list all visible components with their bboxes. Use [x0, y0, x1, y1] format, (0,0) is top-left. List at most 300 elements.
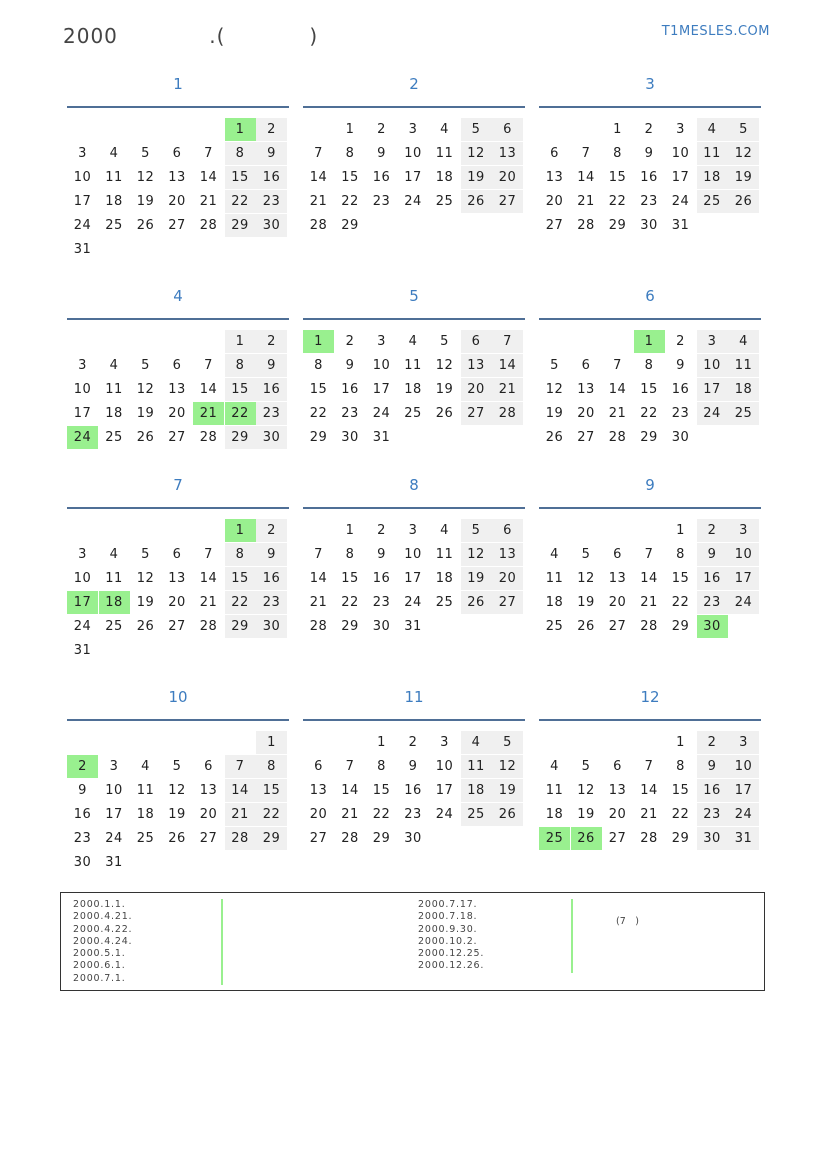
day-cell: 29	[671, 619, 690, 634]
day-cell: 25	[697, 190, 728, 213]
day-cell: 11	[697, 142, 728, 165]
day-cell: 28	[492, 402, 523, 425]
day-cell: 15	[309, 382, 328, 397]
day-cell: 12	[136, 170, 155, 185]
day-cell: 21	[640, 807, 658, 822]
day-cell: 9	[256, 142, 287, 165]
day-cell: 11	[461, 755, 492, 778]
day-cell: 13	[545, 170, 564, 185]
day-cell: 1	[225, 330, 256, 353]
day-cell: 16	[256, 567, 287, 590]
day-cell: 20	[461, 378, 492, 401]
day-cell: 4	[109, 547, 119, 562]
day-cell: 28	[640, 831, 658, 846]
day-cell: 12	[461, 543, 492, 566]
day-cell: 18	[105, 406, 123, 421]
day-cell: 24	[435, 807, 454, 822]
day-cell: 7	[613, 358, 622, 373]
day-cell: 19	[435, 382, 454, 397]
day-cell: 10	[73, 382, 92, 397]
day-cell: 22	[225, 591, 256, 614]
day-cell: 4	[109, 146, 119, 161]
day-cell: 15	[671, 571, 690, 586]
day-cell: 24	[73, 218, 92, 233]
day-cell: 15	[372, 783, 391, 798]
day-cell: 31	[404, 619, 422, 634]
day-cell: 2	[377, 523, 386, 538]
day-cell: 8	[613, 146, 622, 161]
month-title: 9	[645, 476, 655, 494]
day-cell: 3	[109, 759, 119, 774]
day-cell: 29	[225, 214, 256, 237]
day-cell: 12	[168, 783, 186, 798]
day-cell: 18	[461, 779, 492, 802]
day-cell: 20	[545, 194, 564, 209]
day-cell: 11	[545, 571, 564, 586]
day-cell: 12	[577, 783, 595, 798]
day-cell: 28	[341, 831, 359, 846]
day-cell: 8	[345, 146, 355, 161]
day-cell: 16	[256, 378, 287, 401]
holiday-cell: 26	[571, 827, 602, 850]
holiday-date: 2000.12.26.	[418, 960, 485, 972]
day-cell: 12	[545, 382, 564, 397]
month-title: 2	[409, 75, 419, 93]
day-cell: 1	[256, 731, 287, 754]
day-cell: 27	[492, 591, 523, 614]
day-cell: 19	[577, 807, 595, 822]
day-cell: 10	[404, 146, 422, 161]
day-cell: 9	[256, 543, 287, 566]
day-cell: 25	[404, 406, 422, 421]
day-cell: 11	[545, 783, 564, 798]
day-cell: 27	[492, 190, 523, 213]
month-header-rule	[67, 507, 289, 509]
day-cell: 16	[341, 382, 359, 397]
day-cell: 18	[404, 382, 422, 397]
day-cell: 10	[728, 755, 759, 778]
day-cell: 10	[435, 759, 454, 774]
day-cell: 8	[377, 759, 386, 774]
day-cell: 30	[256, 615, 287, 638]
day-cell: 17	[435, 783, 454, 798]
site-brand-link[interactable]: T1MESLES.COM	[661, 24, 770, 39]
day-cell: 10	[372, 358, 391, 373]
day-cell: 14	[492, 354, 523, 377]
day-cell: 26	[168, 831, 186, 846]
day-cell: 19	[728, 166, 759, 189]
day-cell: 21	[309, 194, 328, 209]
day-cell: 14	[309, 571, 328, 586]
day-cell: 15	[341, 170, 359, 185]
day-cell: 24	[372, 406, 391, 421]
day-cell: 6	[613, 547, 622, 562]
day-cell: 24	[105, 831, 123, 846]
day-cell: 25	[545, 619, 564, 634]
holiday-list-right	[418, 899, 484, 973]
day-cell: 14	[225, 779, 256, 802]
day-cell: 2	[377, 122, 386, 137]
holiday-list-left	[73, 899, 132, 985]
holiday-cell: 1	[225, 118, 256, 141]
day-cell: 28	[225, 827, 256, 850]
day-cell: 26	[728, 190, 759, 213]
day-cell: 27	[199, 831, 218, 846]
day-cell: 5	[492, 731, 523, 754]
day-cell: 30	[73, 855, 92, 870]
day-cell: 22	[225, 190, 256, 213]
day-cell: 29	[341, 218, 359, 233]
day-cell: 20	[199, 807, 218, 822]
day-cell: 4	[461, 731, 492, 754]
day-cell: 16	[697, 567, 728, 590]
month-title: 4	[173, 287, 183, 305]
day-cell: 6	[172, 146, 182, 161]
month-title: 3	[645, 75, 655, 93]
day-cell: 2	[697, 519, 728, 542]
day-cell: 13	[168, 170, 186, 185]
day-cell: 7	[644, 759, 654, 774]
day-cell: 7	[314, 146, 323, 161]
day-cell: 6	[204, 759, 213, 774]
day-cell: 14	[199, 170, 218, 185]
day-cell: 25	[105, 430, 123, 445]
day-cell: 18	[728, 378, 759, 401]
day-cell: 19	[577, 595, 595, 610]
day-cell: 16	[372, 571, 391, 586]
day-cell: 29	[640, 430, 658, 445]
holiday-date: 2000.6.1.	[73, 960, 126, 972]
day-cell: 5	[141, 146, 150, 161]
day-cell: 4	[141, 759, 150, 774]
day-cell: 2	[345, 334, 355, 349]
day-cell: 29	[608, 218, 627, 233]
day-cell: 20	[608, 595, 627, 610]
day-cell: 14	[309, 170, 328, 185]
day-cell: 11	[105, 571, 123, 586]
day-cell: 7	[345, 759, 355, 774]
day-cell: 17	[73, 194, 92, 209]
holiday-cell: 30	[697, 615, 728, 638]
day-cell: 11	[136, 783, 155, 798]
day-cell: 26	[492, 803, 523, 826]
day-cell: 28	[309, 218, 328, 233]
day-cell: 21	[577, 194, 595, 209]
day-cell: 1	[377, 735, 386, 750]
day-cell: 22	[640, 406, 658, 421]
month-header-rule	[67, 719, 289, 721]
day-cell: 5	[461, 519, 492, 542]
day-cell: 3	[78, 358, 87, 373]
day-cell: 5	[550, 358, 559, 373]
day-cell: 14	[640, 571, 658, 586]
day-cell: 19	[136, 595, 155, 610]
day-cell: 17	[372, 382, 391, 397]
day-cell: 2	[697, 731, 728, 754]
day-cell: 16	[671, 382, 690, 397]
day-cell: 3	[676, 122, 685, 137]
holiday-date: 2000.5.1.	[73, 948, 126, 960]
day-cell: 27	[168, 218, 186, 233]
holiday-legend	[60, 892, 765, 991]
day-cell: 10	[73, 571, 92, 586]
day-cell: 9	[377, 146, 386, 161]
day-cell: 3	[728, 731, 759, 754]
day-cell: 28	[309, 619, 328, 634]
day-cell: 30	[256, 426, 287, 449]
day-cell: 3	[697, 330, 728, 353]
day-cell: 22	[341, 595, 359, 610]
month-header-rule	[303, 318, 525, 320]
day-cell: 3	[728, 519, 759, 542]
day-cell: 6	[172, 358, 182, 373]
day-cell: 24	[404, 595, 422, 610]
day-cell: 15	[256, 779, 287, 802]
day-cell: 3	[440, 735, 449, 750]
day-cell: 7	[581, 146, 591, 161]
day-cell: 14	[199, 382, 218, 397]
holiday-cell: 1	[634, 330, 665, 353]
day-cell: 3	[408, 122, 418, 137]
day-cell: 25	[435, 595, 454, 610]
day-cell: 8	[345, 547, 355, 562]
day-cell: 4	[440, 122, 449, 137]
day-cell: 2	[256, 118, 287, 141]
month-header-rule	[303, 719, 525, 721]
day-cell: 19	[136, 194, 155, 209]
day-cell: 8	[314, 358, 323, 373]
day-cell: 29	[256, 827, 287, 850]
day-cell: 17	[404, 571, 422, 586]
day-cell: 11	[105, 382, 123, 397]
day-cell: 21	[199, 194, 218, 209]
day-cell: 13	[577, 382, 595, 397]
day-cell: 21	[608, 406, 627, 421]
day-cell: 9	[408, 759, 418, 774]
day-cell: 13	[492, 142, 523, 165]
day-cell: 23	[73, 831, 92, 846]
day-cell: 5	[728, 118, 759, 141]
day-cell: 16	[73, 807, 92, 822]
day-cell: 6	[581, 358, 591, 373]
holiday-cell: 2	[67, 755, 98, 778]
day-cell: 23	[341, 406, 359, 421]
day-cell: 30	[671, 430, 690, 445]
day-cell: 26	[435, 406, 454, 421]
day-cell: 26	[461, 190, 492, 213]
day-cell: 10	[404, 547, 422, 562]
day-cell: 13	[492, 543, 523, 566]
day-cell: 29	[671, 831, 690, 846]
month-header-rule	[539, 719, 761, 721]
day-cell: 7	[204, 146, 213, 161]
day-cell: 12	[492, 755, 523, 778]
day-cell: 10	[728, 543, 759, 566]
day-cell: 20	[492, 567, 523, 590]
day-cell: 2	[256, 519, 287, 542]
day-cell: 7	[492, 330, 523, 353]
day-cell: 5	[581, 547, 591, 562]
day-cell: 17	[728, 567, 759, 590]
holiday-date: 2000.7.17.	[418, 899, 478, 910]
holiday-date: 2000.4.22.	[73, 923, 133, 935]
month-header-rule	[539, 106, 761, 108]
month-title: 12	[640, 688, 660, 706]
day-cell: 13	[608, 571, 627, 586]
day-cell: 20	[577, 406, 595, 421]
day-cell: 29	[225, 426, 256, 449]
month-title: 6	[645, 287, 655, 305]
day-cell: 21	[341, 807, 359, 822]
month-title: 11	[404, 688, 424, 706]
day-cell: 18	[545, 807, 564, 822]
day-cell: 5	[141, 547, 150, 562]
day-cell: 12	[136, 382, 155, 397]
day-cell: 17	[697, 378, 728, 401]
day-cell: 18	[435, 571, 454, 586]
day-cell: 27	[608, 831, 627, 846]
day-cell: 8	[676, 547, 685, 562]
day-cell: 29	[225, 615, 256, 638]
day-cell: 30	[372, 619, 391, 634]
holiday-date: 2000.10.2.	[418, 935, 478, 947]
day-cell: 11	[435, 146, 454, 161]
holiday-cell: 1	[225, 519, 256, 542]
day-cell: 21	[199, 595, 218, 610]
day-cell: 2	[256, 330, 287, 353]
day-cell: 3	[408, 523, 418, 538]
day-cell: 19	[545, 406, 564, 421]
day-cell: 21	[492, 378, 523, 401]
day-cell: 11	[105, 170, 123, 185]
month-header-rule	[539, 507, 761, 509]
day-cell: 6	[172, 547, 182, 562]
day-cell: 10	[73, 170, 92, 185]
day-cell: 14	[640, 783, 658, 798]
day-cell: 21	[640, 595, 658, 610]
day-cell: 25	[105, 218, 123, 233]
day-cell: 18	[435, 170, 454, 185]
day-cell: 31	[73, 242, 92, 257]
day-cell: 12	[136, 571, 155, 586]
day-cell: 23	[256, 190, 287, 213]
day-cell: 31	[372, 430, 391, 445]
day-cell: 25	[105, 619, 123, 634]
day-cell: 4	[728, 330, 759, 353]
day-cell: 8	[644, 358, 654, 373]
day-cell: 23	[372, 194, 391, 209]
day-cell: 7	[204, 547, 213, 562]
day-cell: 29	[309, 430, 328, 445]
day-cell: 13	[168, 571, 186, 586]
day-cell: 17	[404, 170, 422, 185]
day-cell: 1	[676, 735, 685, 750]
holiday-date: 2000.7.1.	[73, 972, 126, 984]
day-cell: 16	[404, 783, 422, 798]
legend-marker-left	[221, 899, 223, 985]
day-cell: 5	[141, 358, 150, 373]
day-cell: 7	[314, 547, 323, 562]
day-cell: 16	[372, 170, 391, 185]
day-cell: 28	[199, 218, 218, 233]
day-cell: 24	[404, 194, 422, 209]
day-cell: 17	[73, 406, 92, 421]
day-cell: 23	[372, 595, 391, 610]
day-cell: 20	[168, 595, 186, 610]
day-cell: 16	[697, 779, 728, 802]
day-cell: 9	[78, 783, 87, 798]
holiday-date: 2000.4.24.	[73, 935, 133, 947]
day-cell: 23	[256, 402, 287, 425]
day-cell: 31	[73, 643, 92, 658]
day-cell: 20	[492, 166, 523, 189]
day-cell: 20	[608, 807, 627, 822]
day-cell: 3	[78, 146, 87, 161]
legend-note: (7 )	[616, 916, 639, 927]
day-cell: 17	[671, 170, 690, 185]
legend-marker-right	[571, 899, 573, 973]
day-cell: 16	[640, 170, 658, 185]
day-cell: 22	[671, 807, 690, 822]
day-cell: 23	[404, 807, 422, 822]
month-title: 8	[409, 476, 419, 494]
day-cell: 24	[697, 402, 728, 425]
day-cell: 10	[671, 146, 690, 161]
day-cell: 16	[256, 166, 287, 189]
day-cell: 25	[435, 194, 454, 209]
day-cell: 14	[199, 571, 218, 586]
day-cell: 24	[728, 591, 759, 614]
day-cell: 4	[550, 547, 559, 562]
day-cell: 25	[136, 831, 155, 846]
day-cell: 23	[256, 591, 287, 614]
day-cell: 10	[105, 783, 123, 798]
day-cell: 12	[461, 142, 492, 165]
day-cell: 11	[728, 354, 759, 377]
day-cell: 19	[461, 567, 492, 590]
holiday-cell: 22	[225, 402, 256, 425]
day-cell: 10	[697, 354, 728, 377]
day-cell: 22	[309, 406, 328, 421]
day-cell: 5	[461, 118, 492, 141]
day-cell: 14	[577, 170, 595, 185]
day-cell: 9	[644, 146, 654, 161]
day-cell: 1	[676, 523, 685, 538]
day-cell: 29	[372, 831, 391, 846]
day-cell: 27	[577, 430, 595, 445]
day-cell: 28	[608, 430, 627, 445]
day-cell: 18	[105, 194, 123, 209]
day-cell: 15	[225, 378, 256, 401]
day-cell: 9	[676, 358, 685, 373]
day-cell: 31	[728, 827, 759, 850]
day-cell: 26	[136, 619, 155, 634]
day-cell: 23	[671, 406, 690, 421]
month-title: 1	[173, 75, 183, 93]
day-cell: 4	[550, 759, 559, 774]
day-cell: 15	[608, 170, 627, 185]
day-cell: 25	[461, 803, 492, 826]
day-cell: 27	[545, 218, 564, 233]
day-cell: 20	[309, 807, 328, 822]
day-cell: 2	[676, 334, 685, 349]
day-cell: 6	[550, 146, 559, 161]
day-cell: 5	[172, 759, 182, 774]
month-header-rule	[67, 106, 289, 108]
day-cell: 8	[225, 543, 256, 566]
day-cell: 6	[492, 519, 523, 542]
day-cell: 30	[697, 827, 728, 850]
